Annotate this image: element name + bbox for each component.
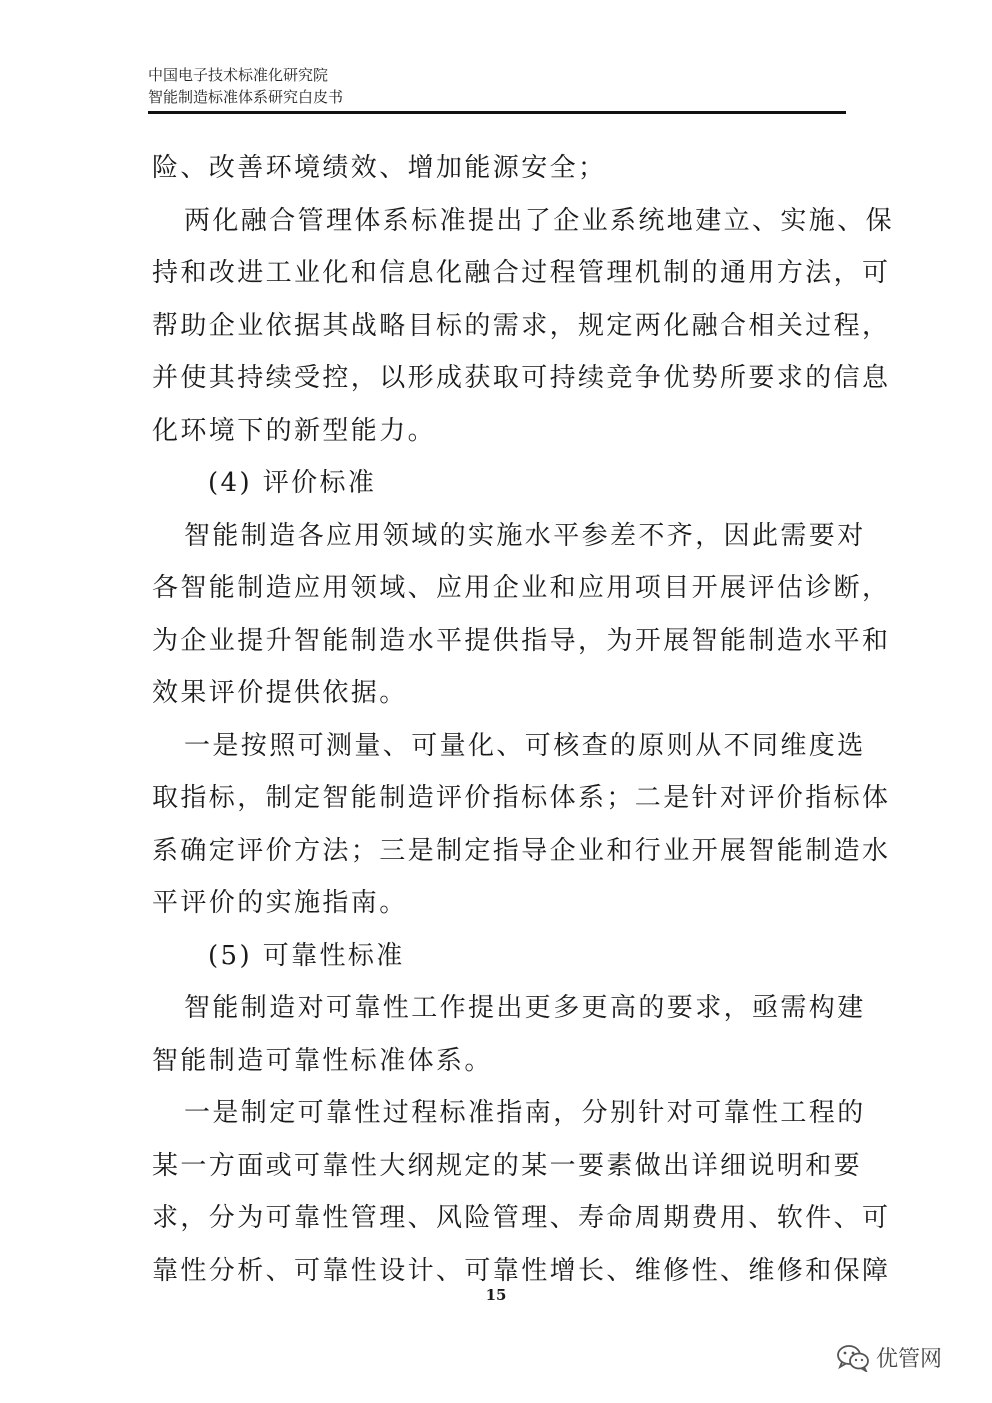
text-line: 系确定评价方法；三是制定指导企业和行业开展智能制造水 — [152, 835, 891, 866]
text-line: 智能制造各应用领域的实施水平参差不齐，因此需要对 — [184, 520, 866, 551]
text-line: 智能制造对可靠性工作提出更多更高的要求，亟需构建 — [184, 993, 866, 1023]
text-line: 智能制造可靠性标准体系。 — [152, 1045, 493, 1076]
text-line: 持和改进工业化和信息化融合过程管理机制的通用方法，可 — [152, 258, 891, 288]
text-line: 取指标，制定智能制造评价指标体系；二是针对评价指标体 — [152, 783, 891, 813]
wechat-icon — [836, 1344, 870, 1372]
header-rule — [148, 111, 846, 114]
body-text — [152, 142, 895, 1297]
section-heading: (5) 可靠性标准 — [208, 940, 405, 971]
watermark — [836, 1342, 942, 1373]
text-line: 并使其持续受控，以形成获取可持续竞争优势所要求的信息 — [152, 363, 891, 393]
text-line: 帮助企业依据其战略目标的需求，规定两化融合相关过程， — [152, 310, 891, 341]
text-line: 险、改善环境绩效、增加能源安全； — [152, 153, 607, 183]
text-line: 化环境下的新型能力。 — [152, 415, 437, 446]
text-line: 平评价的实施指南。 — [152, 888, 408, 918]
watermark-text: 优管网 — [876, 1347, 943, 1372]
document-header — [148, 64, 343, 108]
text-line: 一是制定可靠性过程标准指南，分别针对可靠性工程的 — [184, 1098, 866, 1128]
section-heading: (4) 评价标准 — [208, 468, 377, 498]
page-number: 15 — [485, 1286, 507, 1304]
header-org: 中国电子技术标准化研究院 — [148, 66, 329, 84]
text-line: 各智能制造应用领域、应用企业和应用项目开展评估诊断， — [152, 573, 891, 603]
text-line: 效果评价提供依据。 — [152, 678, 408, 708]
header-title: 智能制造标准体系研究白皮书 — [148, 88, 344, 106]
text-line: 为企业提升智能制造水平提供指导，为开展智能制造水平和 — [152, 625, 891, 656]
text-line: 求，分为可靠性管理、风险管理、寿命周期费用、软件、可 — [152, 1203, 891, 1233]
text-line: 一是按照可测量、可量化、可核查的原则从不同维度选 — [184, 730, 866, 761]
text-line: 某一方面或可靠性大纲规定的某一要素做出详细说明和要 — [152, 1150, 863, 1181]
text-line: 两化融合管理体系标准提出了企业系统地建立、实施、保 — [184, 205, 895, 236]
text-line: 靠性分析、可靠性设计、可靠性增长、维修性、维修和保障 — [152, 1255, 891, 1286]
